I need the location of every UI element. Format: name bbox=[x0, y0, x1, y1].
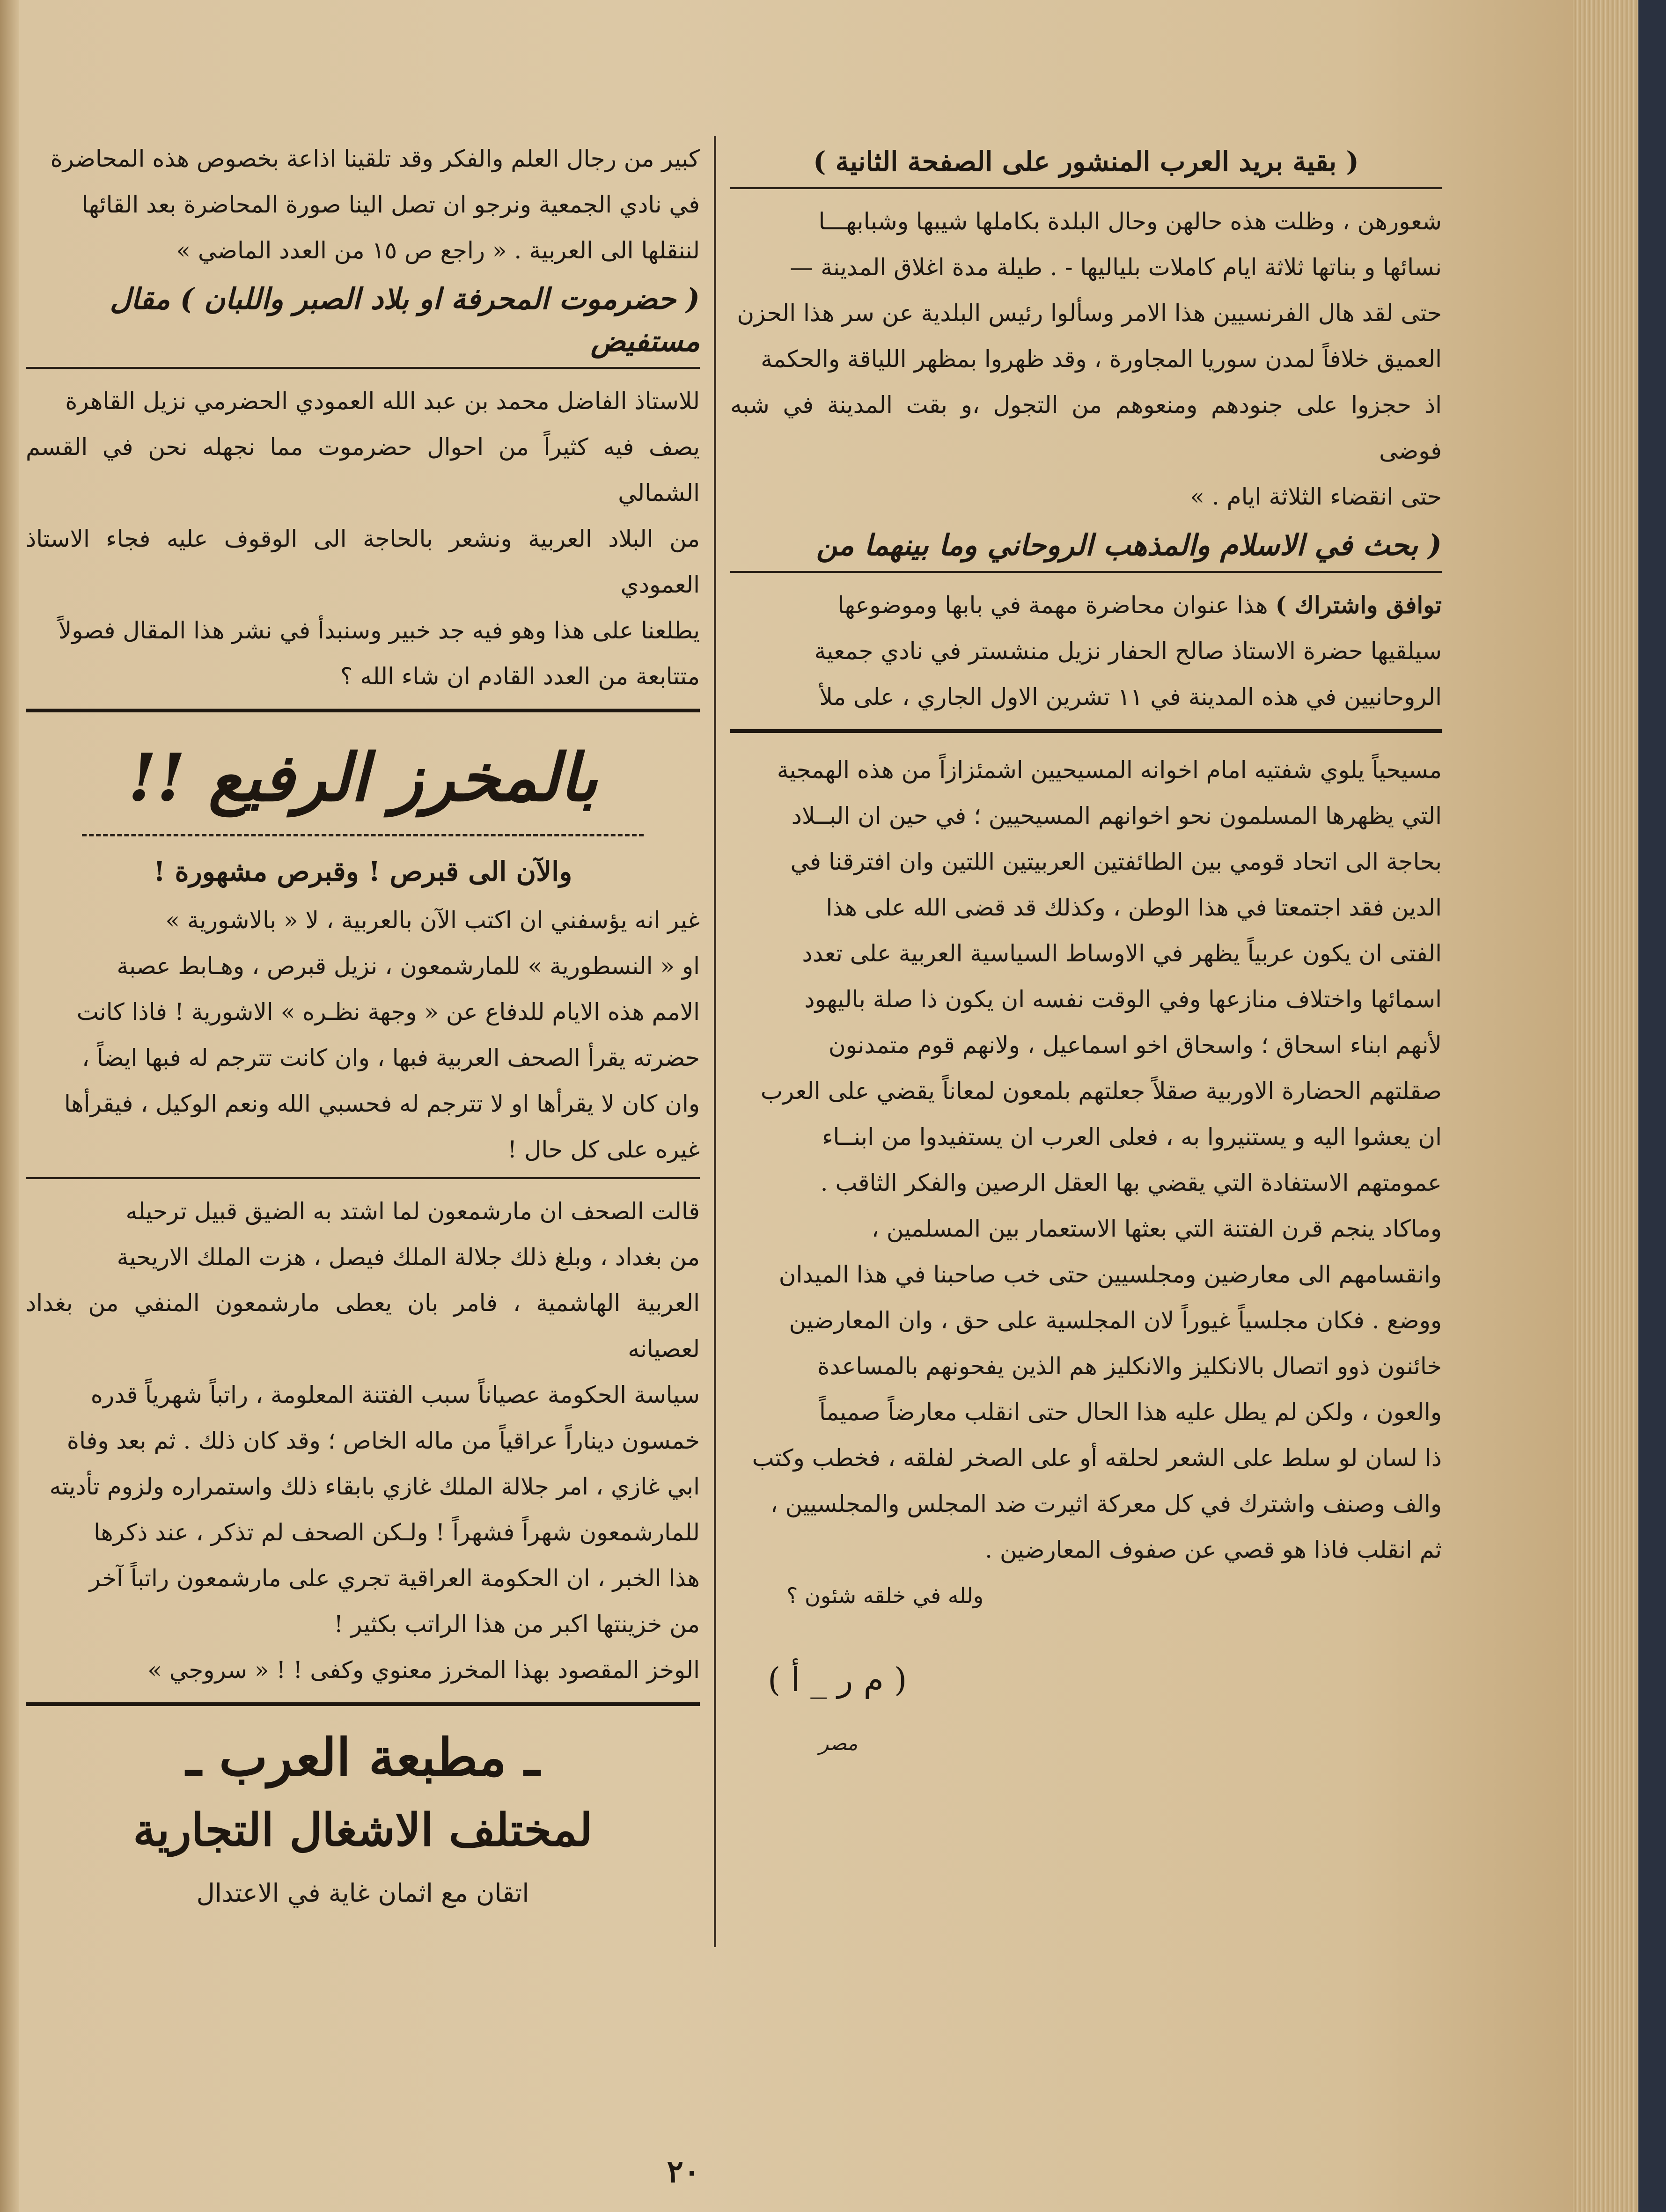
text-line: هذا الخبر ، ان الحكومة العراقية تجري على مارشمعون راتباً آخر bbox=[89, 1565, 700, 1592]
text-line: متتابعة من العدد القادم ان شاء الله ؟ bbox=[340, 663, 700, 690]
lecture-line: سيلقيها حضرة الاستاذ صالح الحفار نزيل منشستر في نادي جمعية bbox=[814, 637, 1442, 665]
text-line: سياسة الحكومة عصياناً سبب الفتنة المعلومة ، راتباً شهرياً قدره bbox=[90, 1381, 700, 1408]
paragraph-rule bbox=[26, 1177, 700, 1179]
text-line: لأنهم ابناء اسحاق ؛ واسحاق اخو اسماعيل ، ولانهم قوم متمدنون bbox=[828, 1032, 1442, 1059]
text-line: شعورهن ، وظلت هذه حالهن وحال البلدة بكاملها شيبها وشبابهـــا bbox=[818, 208, 1442, 235]
text-line: الوخز المقصود بهذا المخرز معنوي وكفى ! ! « سروجي » bbox=[147, 1656, 700, 1684]
hadramout-heading: ( حضرموت المحرفة او بلاد الصبر واللبان ) مقال مستفيض bbox=[110, 282, 700, 358]
text-line: العميق خلافاً لمدن سوريا المجاورة ، وقد ظهروا بمظهر اللياقة والحكمة bbox=[761, 345, 1442, 373]
text-line: ولله في خلقه شئون ؟ bbox=[786, 1583, 983, 1608]
section-rule bbox=[26, 1702, 700, 1706]
text-line: الامم هذه الايام للدفاع عن « وجهة نظـره » الاشورية ! فاذا كانت bbox=[76, 998, 700, 1025]
right-column bbox=[730, 136, 1442, 1774]
column-body bbox=[26, 897, 700, 1693]
text-line: خائنون ذوو اتصال بالانكليز والانكليز هم الذين يفحونهم بالمساعدة bbox=[817, 1353, 1442, 1380]
text-line: من بغداد ، وبلغ ذلك جلالة الملك فيصل ، هزت الملك الاريحية bbox=[117, 1244, 700, 1271]
text-line: وان كان لا يقرأها او لا تترجم له فحسبي الله ونعم الوكيل ، فيقرأها bbox=[64, 1090, 700, 1117]
text-line: خمسون ديناراً عراقياً من ماله الخاص ؛ وقد كان ذلك . ثم بعد وفاة bbox=[66, 1427, 700, 1454]
text-line: التي يظهرها المسلمون نحو اخوانهم المسيحيين ؛ في حين ان البــلاد bbox=[791, 802, 1442, 829]
text-line: كبير من رجال العلم والفكر وقد تلقينا اذاعة بخصوص هذه المحاضرة bbox=[50, 145, 700, 172]
lecture-line: الروحانيين في هذه المدينة في ١١ تشرين الاول الجاري ، على ملأ bbox=[819, 683, 1442, 710]
text-line: للاستاذ الفاضل محمد بن عبد الله العمودي الحضرمي نزيل القاهرة bbox=[65, 388, 700, 415]
text-line: ان يعشوا اليه و يستنيروا به ، فعلى العرب ان يستفيدوا من ابنــاء bbox=[822, 1123, 1442, 1150]
column-title: بالمخرز الرفيع !! bbox=[128, 740, 598, 816]
left-column bbox=[26, 136, 700, 1921]
text-line: حتى لقد هال الفرنسيين هذا الامر وسألوا رئيس البلدية عن سر هذا الحزن bbox=[737, 300, 1442, 327]
ad-subtitle: لمختلف الاشغال التجارية bbox=[133, 1803, 593, 1856]
text-line: غير انه يؤسفني ان اكتب الآن بالعربية ، لا « بالاشورية » bbox=[165, 907, 700, 934]
article-body bbox=[730, 747, 1442, 1619]
text-line: لننقلها الى العربية . « راجع ص ١٥ من العدد الماضي » bbox=[176, 237, 700, 264]
text-line: في نادي الجمعية ونرجو ان تصل الينا صورة المحاضرة بعد القائها bbox=[81, 191, 700, 218]
ad-title: ـ مطبعة العرب ـ bbox=[186, 1727, 540, 1787]
text-line: او « النسطورية » للمارشمعون ، نزيل قبرص ، وهـابط عصبة bbox=[117, 952, 700, 980]
binding-background bbox=[1638, 0, 1666, 2212]
text-line: اذ حجزوا على جنودهم ومنعوهم من التجول ،و بقت المدينة في شبه فوضى bbox=[730, 391, 1442, 464]
text-line: صقلتهم الحضارة الاوربية صقلاً جعلتهم بلمعون لمعاناً يقضي على العرب bbox=[760, 1077, 1442, 1105]
text-line: نسائها و بناتها ثلاثة ايام كاملات بلياليها - . طيلة مدة اغلاق المدينة — bbox=[790, 254, 1442, 281]
lecture-rule bbox=[730, 571, 1442, 573]
lecture-line bbox=[730, 582, 1442, 628]
text-line: يطلعنا على هذا وهو فيه جد خبير وسنبدأ في نشر هذا المقال فصولاً bbox=[58, 617, 700, 644]
dateline-place: مصر bbox=[819, 1732, 858, 1755]
text-line: ابي غازي ، امر جلالة الملك غازي بابقاء ذلك واستمراره ولزوم تأديته bbox=[49, 1473, 700, 1500]
page-number: ٢٠ bbox=[667, 2153, 700, 2190]
author-signature: ( م ر _ أ ) bbox=[768, 1661, 907, 1699]
text-line: حتى انقضاء الثلاثة ايام . » bbox=[1190, 483, 1442, 510]
text-line: العربية الهاشمية ، فامر بان يعطى مارشمعون المنفي من بغداد لعصيانه bbox=[26, 1289, 700, 1362]
continuation-header: ( بقية بريد العرب المنشور على الصفحة الثانية ) bbox=[813, 146, 1359, 177]
text-line: وماكاد ينجم قرن الفتنة التي بعثها الاستعمار بين المسلمين ، bbox=[871, 1215, 1442, 1242]
text-line: ثم انقلب فاذا هو قصي عن صفوف المعارضين . bbox=[985, 1536, 1442, 1563]
header-rule bbox=[730, 187, 1442, 189]
section-rule bbox=[730, 729, 1442, 733]
text-line: ذا لسان لو سلط على الشعر لحلقه أو على الصخر لفلقه ، فخطب وكتب bbox=[752, 1444, 1442, 1472]
text-line: من البلاد العربية ونشعر بالحاجة الى الوقوف عليه فجاء الاستاذ العمودي bbox=[26, 525, 700, 598]
text-line: وانقسامهم الى معارضين ومجلسيين حتى خب صاحبنا في هذا الميدان bbox=[778, 1261, 1442, 1288]
ad-note: اتقان مع اثمان غاية في الاعتدال bbox=[196, 1878, 529, 1908]
print-shop-ad bbox=[26, 1720, 700, 1917]
lecture-text-0: هذا عنوان محاضرة مهمة في بابها وموضوعها bbox=[837, 592, 1268, 619]
lecture-heading-cont: توافق واشتراك ) bbox=[1275, 591, 1442, 619]
hadramout-text bbox=[26, 378, 700, 699]
text-line: الدين فقد اجتمعتا في هذا الوطن ، وكذلك قد قضى الله على هذا bbox=[826, 894, 1442, 921]
text-line: والعون ، ولكن لم يطل عليه هذا الحال حتى انقلب معارضاً صميماً bbox=[819, 1399, 1442, 1426]
lecture-heading: ( بحث في الاسلام والمذهب الروحاني وما بينهما من bbox=[816, 528, 1442, 562]
column-subtitle: والآن الى قبرص ! وقبرص مشهورة ! bbox=[153, 856, 572, 887]
text-line: مسيحياً يلوي شفتيه امام اخوانه المسيحيين اشمئزازاً من هذه الهمجية bbox=[777, 756, 1442, 784]
text-line: قالت الصحف ان مارشمعون لما اشتد به الضيق قبيل ترحيله bbox=[125, 1198, 700, 1225]
text-line: عمومتهم الاستفادة التي يقضي بها العقل الرصين والفكر الثاقب . bbox=[820, 1169, 1442, 1196]
text-line: بحاجة الى اتحاد قومي بين الطائفتين العربيتين اللتين وان افترقنا في bbox=[790, 848, 1442, 875]
text-line: والف وصنف واشترك في كل معركة اثيرت ضد المجلس والمجلسيين ، bbox=[770, 1490, 1442, 1517]
text-line: للمارشمعون شهراً فشهراً ! ولـكن الصحف لم تذكر ، عند ذكرها bbox=[94, 1519, 700, 1546]
text-line: حضرته يقرأ الصحف العربية فبها ، وان كانت تترجم له فبها ايضاً ، bbox=[82, 1044, 700, 1071]
text-line: الفتى ان يكون عربياً يظهر في الاوساط السياسية العربية على تعدد bbox=[802, 940, 1442, 967]
text-line: يصف فيه كثيراً من احوال حضرموت مما نجهله نحن في القسم الشمالي bbox=[26, 433, 700, 506]
text-line: غيره على كل حال ! bbox=[507, 1136, 700, 1163]
column-divider bbox=[714, 136, 716, 1947]
text-line: اسمائها واختلاف منازعها وفي الوقت نفسه ان يكون ذا صلة باليهود bbox=[804, 986, 1442, 1013]
facing-page-edge bbox=[0, 0, 19, 2212]
continuation-text bbox=[730, 198, 1442, 520]
title-dashed-rule bbox=[82, 834, 644, 836]
section-rule bbox=[26, 709, 700, 712]
text-line: ووضع . فكان مجلسياً غيوراً لان المجلسية على حق ، وان المعارضين bbox=[789, 1307, 1442, 1334]
intro-text bbox=[26, 136, 700, 273]
hadramout-rule bbox=[26, 367, 700, 369]
text-line: من خزينتها اكبر من هذا الراتب بكثير ! bbox=[334, 1611, 700, 1638]
